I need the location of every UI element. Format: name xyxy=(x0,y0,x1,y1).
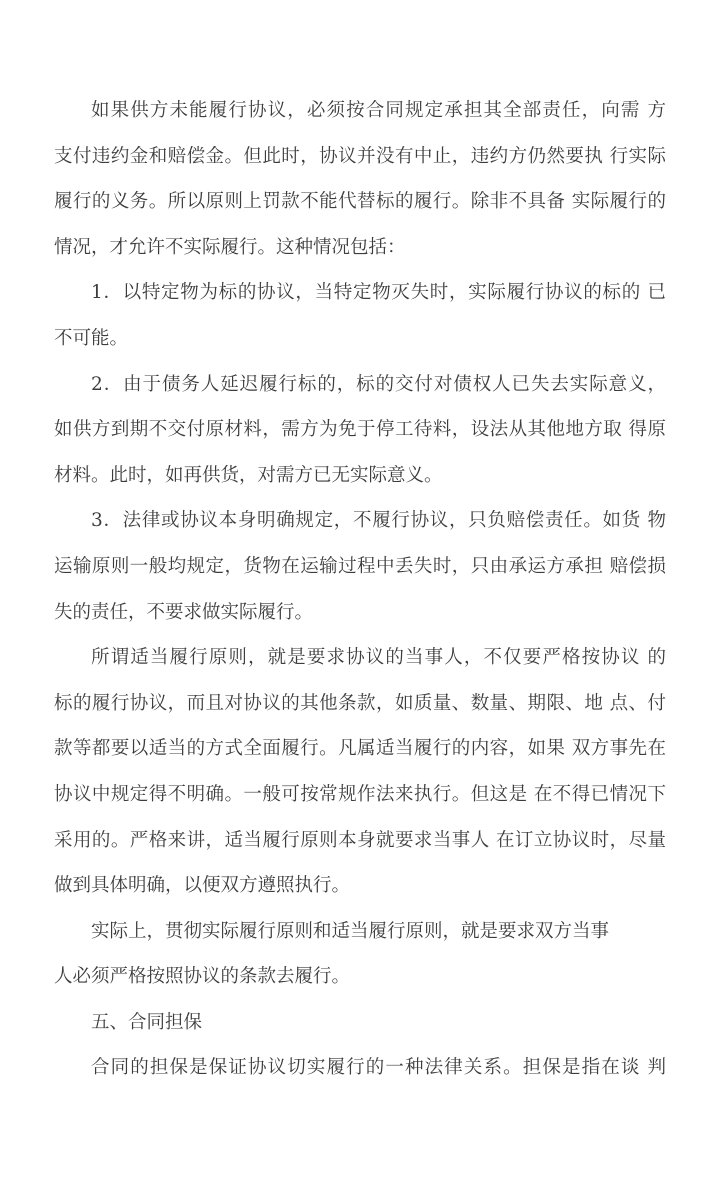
text-line: 情况，才允许不实际履行。这种情况包括： xyxy=(54,236,406,258)
text-line: 所谓适当履行原则，就是要求协议的当事人，不仅要严格按协议 的 xyxy=(91,647,666,669)
text-line: 2．由于债务人延迟履行标的，标的交付对债权人已失去实际意义， xyxy=(91,373,666,395)
text-line: 运输原则一般均规定，货物在运输过程中丢失时，只由承运方承担 赔偿损 xyxy=(54,555,666,577)
text-line: 人必须严格按照协议的条款去履行。 xyxy=(54,966,351,988)
text-line: 失的责任，不要求做实际履行。 xyxy=(54,601,314,623)
text-line: 做到具体明确，以便双方遵照执行。 xyxy=(54,875,351,897)
text-line: 合同的担保是保证协议切实履行的一种法律关系。担保是指在谈 判 xyxy=(91,1057,666,1079)
text-line: 协议中规定得不明确。一般可按常规作法来执行。但这是 在不得已情况下 xyxy=(54,783,666,805)
text-line: 材料。此时，如再供货，对需方已无实际意义。 xyxy=(54,464,443,486)
text-line: 如供方到期不交付原材料，需方为免于停工待料，设法从其他地方取 得原 xyxy=(54,419,666,441)
text-line: 实际上，贯彻实际履行原则和适当履行原则，就是要求双方当事 xyxy=(91,920,610,942)
text-line: 标的履行协议，而且对协议的其他条款，如质量、数量、期限、地 点、付 xyxy=(54,692,666,714)
text-line: 履行的义务。所以原则上罚款不能代替标的履行。除非不具备 实际履行的 xyxy=(54,191,666,213)
text-line: 五、合同担保 xyxy=(91,1011,203,1033)
text-line: 款等都要以适当的方式全面履行。凡属适当履行的内容，如果 双方事先在 xyxy=(54,738,666,760)
text-line: 如果供方未能履行协议，必须按合同规定承担其全部责任，向需 方 xyxy=(91,100,666,121)
text-line: 支付违约金和赔偿金。但此时，协议并没有中止，违约方仍然要执 行实际 xyxy=(54,145,666,167)
text-line: 3．法律或协议本身明确规定，不履行协议，只负赔偿责任。如货 物 xyxy=(91,510,666,532)
text-line: 采用的。严格来讲，适当履行原则本身就要求当事人 在订立协议时，尽量 xyxy=(54,829,666,851)
text-line: 1．以特定物为标的协议，当特定物灭失时，实际履行协议的标的 已 xyxy=(91,282,666,304)
text-line: 不可能。 xyxy=(54,327,129,349)
